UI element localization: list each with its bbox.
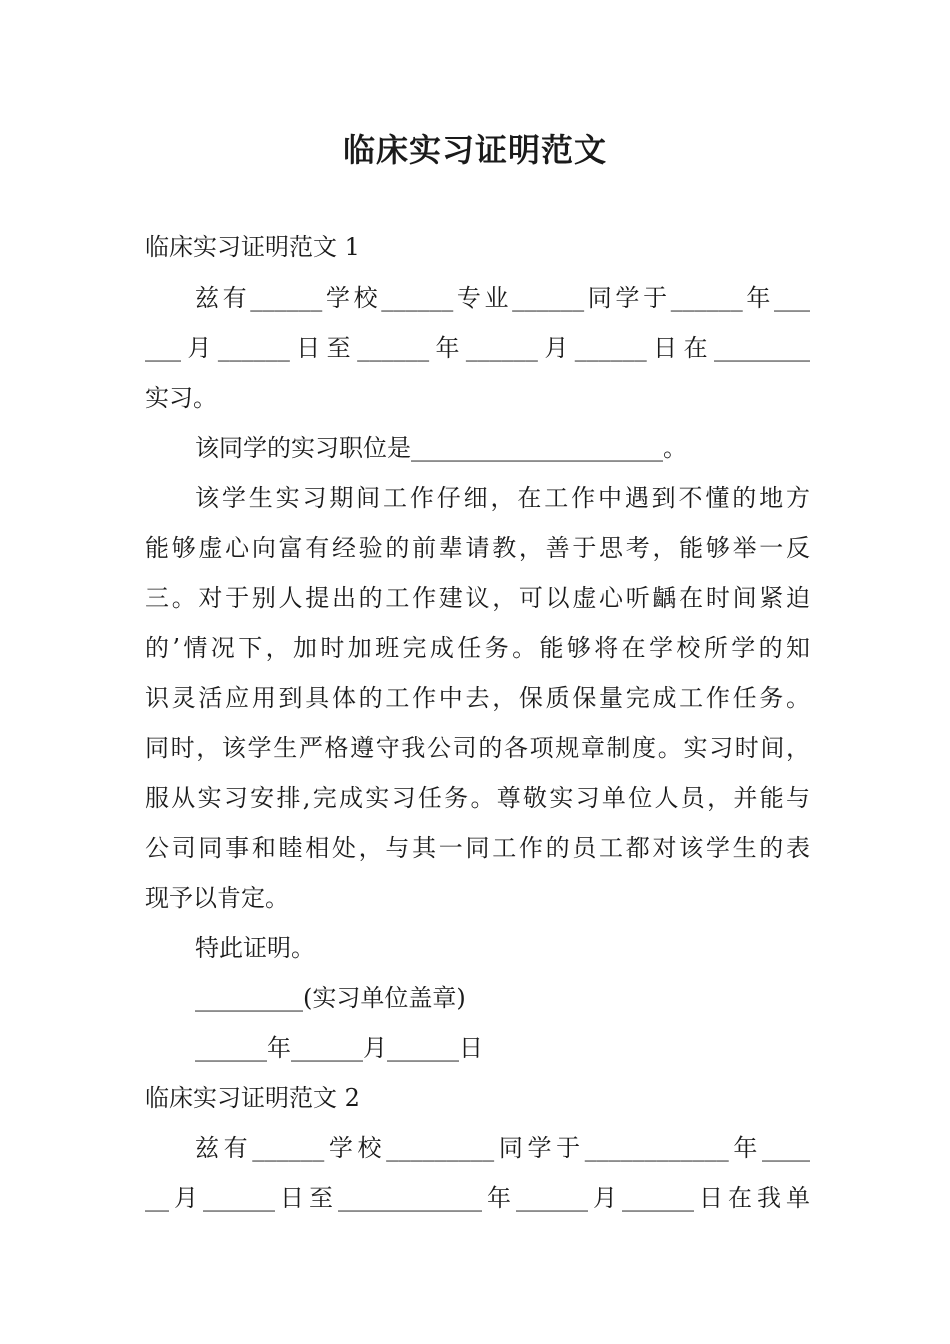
certification-statement: 特此证明。 [195, 934, 315, 962]
paragraph-line: 能够虚心向富有经验的前辈请教，善于思考，能够举一反 [145, 534, 810, 562]
paragraph-line: 同时，该学生严格遵守我公司的各项规章制度。实习时间， [145, 734, 810, 762]
seal-line: _________(实习单位盖章) [195, 984, 466, 1012]
section-heading-1: 临床实习证明范文 1 [145, 233, 360, 261]
paragraph-line: 该学生实习期间工作仔细，在工作中遇到不懂的地方 [195, 484, 810, 512]
paragraph-line: 的’情况下，加时加班完成任务。能够将在学校所学的知 [145, 634, 810, 662]
paragraph-line: 兹有______学校______专业______同学于______年___ [195, 284, 810, 312]
paragraph-line: 识灵活应用到具体的工作中去，保质保量完成工作任务。 [145, 684, 810, 712]
paragraph-line: 现予以肯定。 [145, 884, 289, 912]
paragraph-line: 该同学的实习职位是_____________________。 [195, 434, 687, 462]
document-title: 临床实习证明范文 [342, 131, 607, 169]
paragraph-line: ___月______日至______年______月______日在________ [145, 334, 810, 362]
paragraph-line: 兹有______学校_________同学于____________年____ [195, 1134, 810, 1162]
paragraph-line: __月______日至____________年______月______日在我单 [145, 1184, 810, 1212]
paragraph-line: 实习。 [145, 384, 217, 412]
paragraph-line: 三。对于别人提出的工作建议，可以虚心听齲在时间紧迫 [145, 584, 810, 612]
section-heading-2: 临床实习证明范文 2 [145, 1084, 360, 1112]
date-line: ______年______月______日 [195, 1034, 483, 1062]
paragraph-line: 服从实习安排,完成实习任务。尊敬实习单位人员，并能与 [145, 784, 810, 812]
paragraph-line: 公司同事和睦相处，与其一同工作的员工都对该学生的表 [145, 834, 810, 862]
